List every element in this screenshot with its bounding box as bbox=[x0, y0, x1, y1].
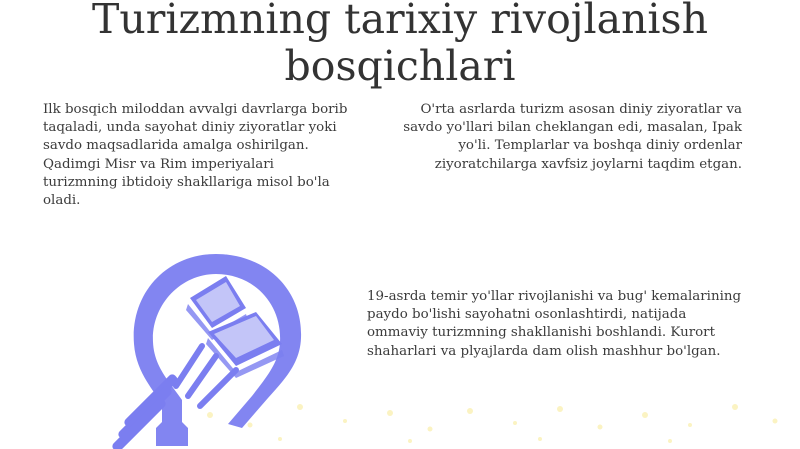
paragraph-19th-century: 19-asrda temir yo'llar rivojlanishi va bug' kemalarining paydo bo'lishi sayohatni osonlashtirdi, natijada ommaviy turizmning shakllanishi boshlandi. Kurort shaharlari va plyajlarda dam olish mashhur bo'lgan. bbox=[367, 289, 742, 359]
slide-title: Turizmning tarixiy rivojlanish bosqichlari bbox=[91, 0, 708, 90]
decorative-dots bbox=[0, 395, 800, 449]
paragraph-ancient: Ilk bosqich miloddan avvalgi davrlarga borib taqaladi, unda sayohat diniy ziyoratlar yoki savdo maqsadlarida amalga oshirilgan. Qadimgi Misr va Rim imperiyalari turizmning ibtidoiy shakllariga misol bo'la oladi. bbox=[43, 102, 348, 209]
paragraph-medieval: O'rta asrlarda turizm asosan diniy ziyoratlar va savdo yo'llari bilan cheklangan edi, masalan, Ipak yo'li. Templarlar va boshqa diniy ordenlar ziyoratchilarga xavfsiz joylarni taqdim etgan. bbox=[403, 102, 742, 172]
